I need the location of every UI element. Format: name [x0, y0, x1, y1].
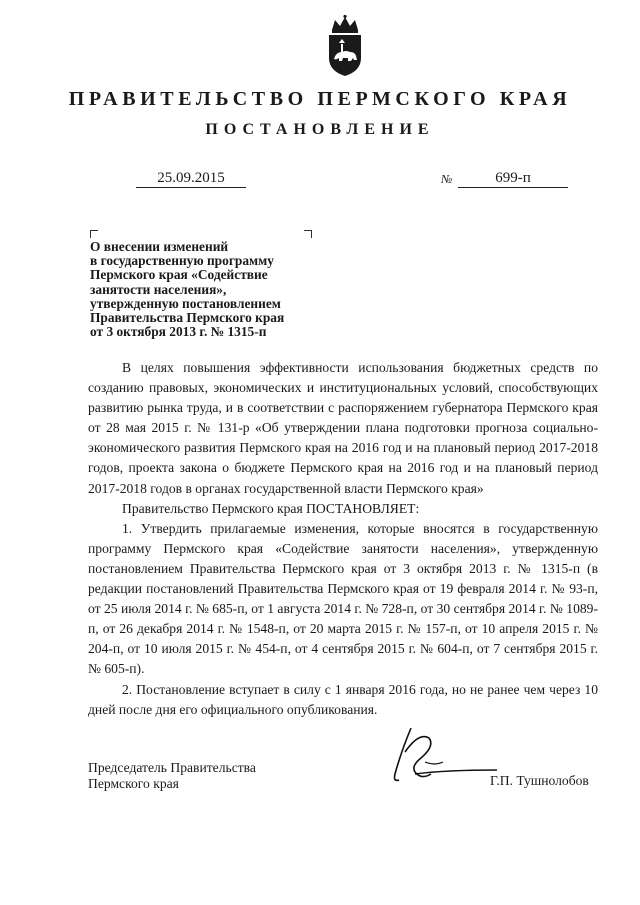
body-paragraph-resolves: Правительство Пермского края ПОСТАНОВЛЯЕТ:: [122, 500, 420, 516]
signer-position-line1: Председатель Правительства: [88, 760, 256, 775]
perm-krai-coat-of-arms-icon: [324, 14, 366, 78]
handwritten-signature: [385, 722, 505, 792]
document-date: [136, 170, 246, 187]
subject-line: от 3 октября 2013 г. № 1315-п: [90, 324, 267, 340]
subject-corner-left: [90, 230, 98, 238]
document-date-value: 25.09.2015: [157, 170, 225, 186]
signer-position-line2: Пермского края: [88, 776, 179, 791]
document-type: ПОСТАНОВЛЕНИЕ: [205, 121, 435, 138]
number-underline: [458, 187, 568, 188]
body-paragraph-item-2: 2. Постановление вступает в силу с 1 января 2016 года, но не ранее чем через 10 дней после дня его официального опубликования.: [88, 681, 598, 717]
signer-position: [88, 760, 256, 792]
subject-line: Правительства Пермского края: [90, 310, 285, 326]
signer-name: Г.П. Тушнолобов: [490, 773, 589, 788]
subject-line: Пермского края «Содействие: [90, 267, 268, 283]
document-number-value: 699-п: [495, 170, 531, 186]
subject-line: в государственную программу: [90, 253, 274, 269]
date-underline: [136, 187, 246, 188]
subject-corner-right: [304, 230, 312, 238]
government-title: ПРАВИТЕЛЬСТВО ПЕРМСКОГО КРАЯ: [68, 88, 572, 110]
subject-line: утвержденную постановлением: [90, 295, 281, 311]
subject-line: О внесении изменений: [90, 239, 229, 254]
number-sign: №: [441, 172, 453, 186]
document-number: [458, 170, 568, 187]
body-paragraph-item-1: 1. Утвердить прилагаемые изменения, которые вносятся в государственную программу Пермского края «Содействие занятости населения», утвержденную постановлением Правительства Пермского края от 3 октября 2013 г. № 1315-п (в редакции постановлений Правительства Пермского края от 19 февраля 2014 г. № 93-п, от 25 июля 2014 г. № 685-п, от 1 августа 2014 г. № 728-п, от 30 сентября 2014 г. № 1089-п, от 26 декабря 2014 г. № 1548-п, от 20 марта 2015 г. № 157-п, от 10 апреля 2015 г. № 204-п, от 10 июля 2015 г. № 454-п, от 4 сентября 2015 г. № 604-п, от 7 сентября 2015 г. № 605-п).: [88, 520, 598, 677]
document-subject: [90, 240, 320, 339]
body-paragraph-preamble: В целях повышения эффективности использования бюджетных средств по созданию правовых, экономических и институциональных условий, способствующих развитию рынка труда, и в соответствии с распоряжением губернатора Пермского края от 28 мая 2015 г. № 131-р «Об утверждении плана подготовки прогноза социально-экономического развития Пермского края на 2016 год и на плановый период 2017-2018 годов, проекта закона о бюджете Пермского края на 2016 год и на плановый период 2017-2018 годов в органах государственной власти Пермского края»: [88, 360, 598, 496]
subject-line: занятости населения»,: [90, 281, 227, 297]
document-body: [88, 358, 598, 720]
